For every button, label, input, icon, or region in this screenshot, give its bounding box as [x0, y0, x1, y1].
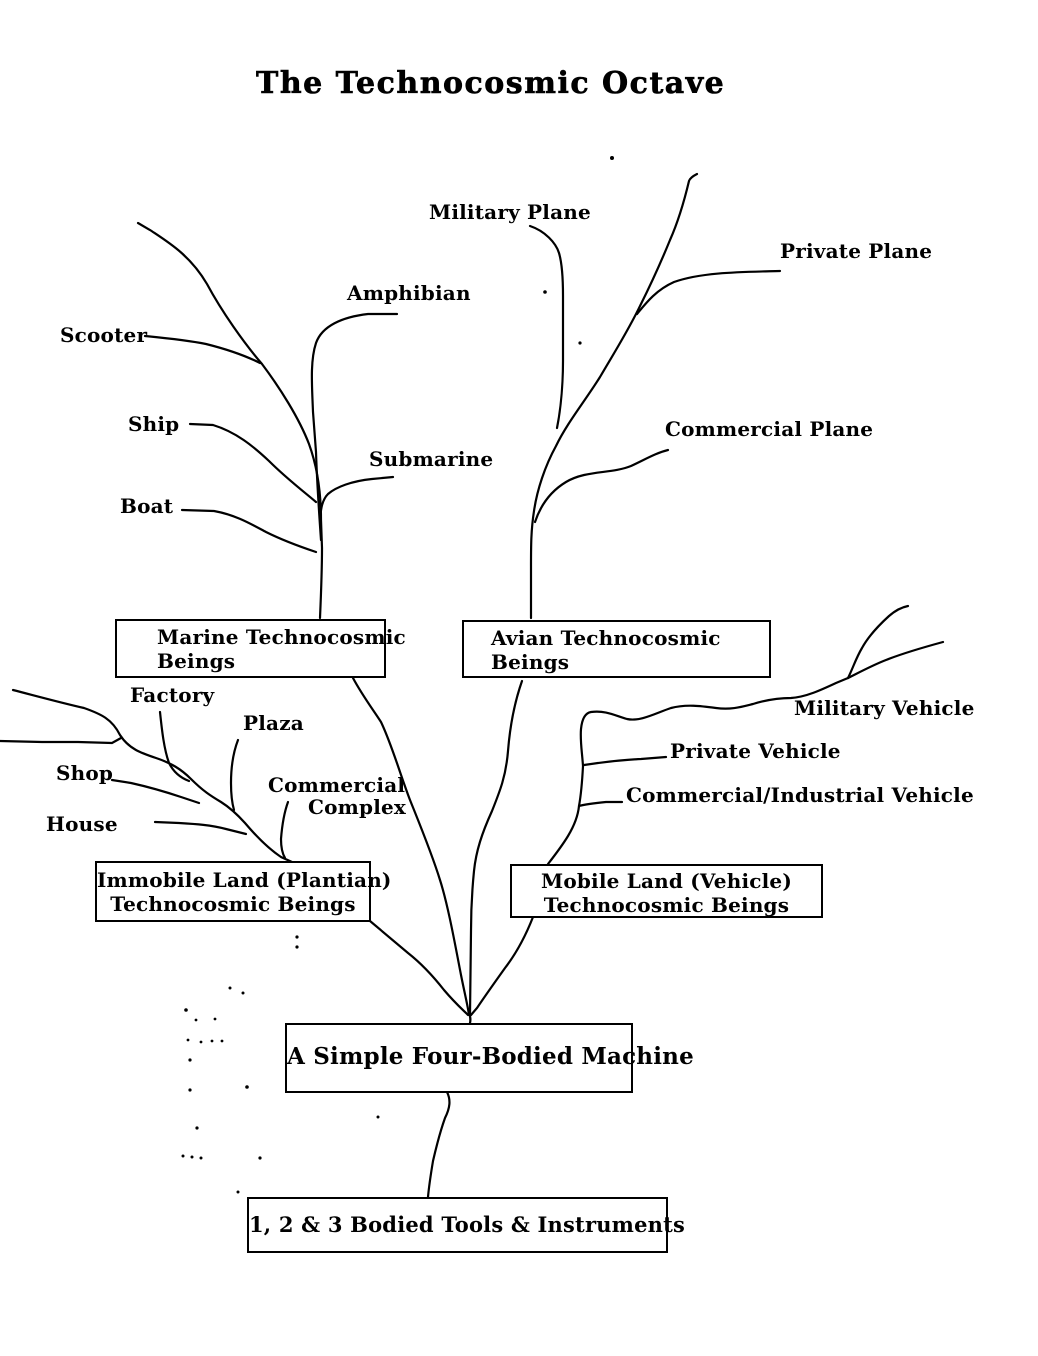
box-machine-line1: A Simple Four-Bodied Machine [287, 1043, 694, 1070]
box-tools-and-instruments [247, 1197, 686, 1253]
branch-amphibian [312, 314, 397, 540]
box-avian-line2: Beings [491, 650, 570, 674]
label-ship: Ship [128, 412, 180, 436]
branch-house [155, 822, 246, 834]
label-private-vehicle: Private Vehicle [670, 739, 841, 763]
box-marine-technocosmic-beings [115, 619, 406, 678]
branch-commercial-plane [535, 450, 668, 522]
label-commercial-complex-line2: Complex [308, 795, 407, 819]
branch-submarine [320, 477, 393, 518]
page-title: The Technocosmic Octave [256, 66, 726, 101]
branch-private-plane [637, 271, 780, 314]
box-mobile-line2: Technocosmic Beings [543, 893, 790, 917]
box-marine-line1: Marine Technocosmic [157, 625, 406, 649]
branch-avian-trunk [531, 174, 697, 618]
box-avian-line1: Avian Technocosmic [491, 626, 721, 650]
line-mobile-to-center [471, 917, 533, 1015]
label-shop: Shop [56, 761, 114, 785]
branch-boat [182, 510, 316, 552]
box-immobile-land-technocosmic-beings [95, 861, 392, 922]
box-mobile-land-technocosmic-beings [510, 864, 823, 918]
label-amphibian: Amphibian [347, 281, 471, 305]
label-private-plane: Private Plane [780, 239, 933, 263]
line-marine-to-center [353, 678, 469, 1015]
branch-ship [190, 424, 316, 502]
label-boat: Boat [120, 494, 174, 518]
label-military-vehicle: Military Vehicle [794, 696, 975, 720]
line-center-to-machine [469, 1012, 470, 1023]
label-factory: Factory [130, 683, 215, 707]
label-house: House [46, 812, 118, 836]
label-commercial-industrial-vehicle: Commercial/Industrial Vehicle [626, 783, 974, 807]
box-avian-technocosmic-beings [462, 620, 771, 678]
branch-factory [160, 712, 189, 781]
branch-left-edge [0, 738, 121, 743]
label-plaza: Plaza [243, 711, 304, 735]
branch-military-plane [530, 226, 563, 428]
box-immobile-line2: Technocosmic Beings [110, 892, 356, 916]
branch-private-vehicle [584, 757, 666, 765]
label-submarine: Submarine [369, 447, 494, 471]
label-commercial-complex-line1: Commercial [268, 773, 406, 797]
label-commercial-complex [268, 774, 406, 818]
branch-plaza [231, 740, 238, 810]
branch-commercial-industrial-vehicle [579, 802, 622, 806]
box-immobile-line1: Immobile Land (Plantian) [97, 868, 392, 892]
label-commercial-plane: Commercial Plane [665, 417, 874, 441]
branch-military-vehicle-up [848, 606, 908, 678]
box-tools-line1: 1, 2 & 3 Bodied Tools & Instruments [249, 1212, 686, 1237]
label-military-plane: Military Plane [429, 200, 591, 224]
line-avian-to-center [470, 681, 522, 1015]
box-mobile-line1: Mobile Land (Vehicle) [540, 869, 793, 893]
label-scooter: Scooter [60, 323, 148, 347]
line-machine-to-tools [428, 1092, 449, 1197]
box-marine-line2: Beings [157, 649, 236, 673]
box-simple-four-bodied-machine [285, 1023, 694, 1093]
branch-shop [112, 780, 199, 803]
